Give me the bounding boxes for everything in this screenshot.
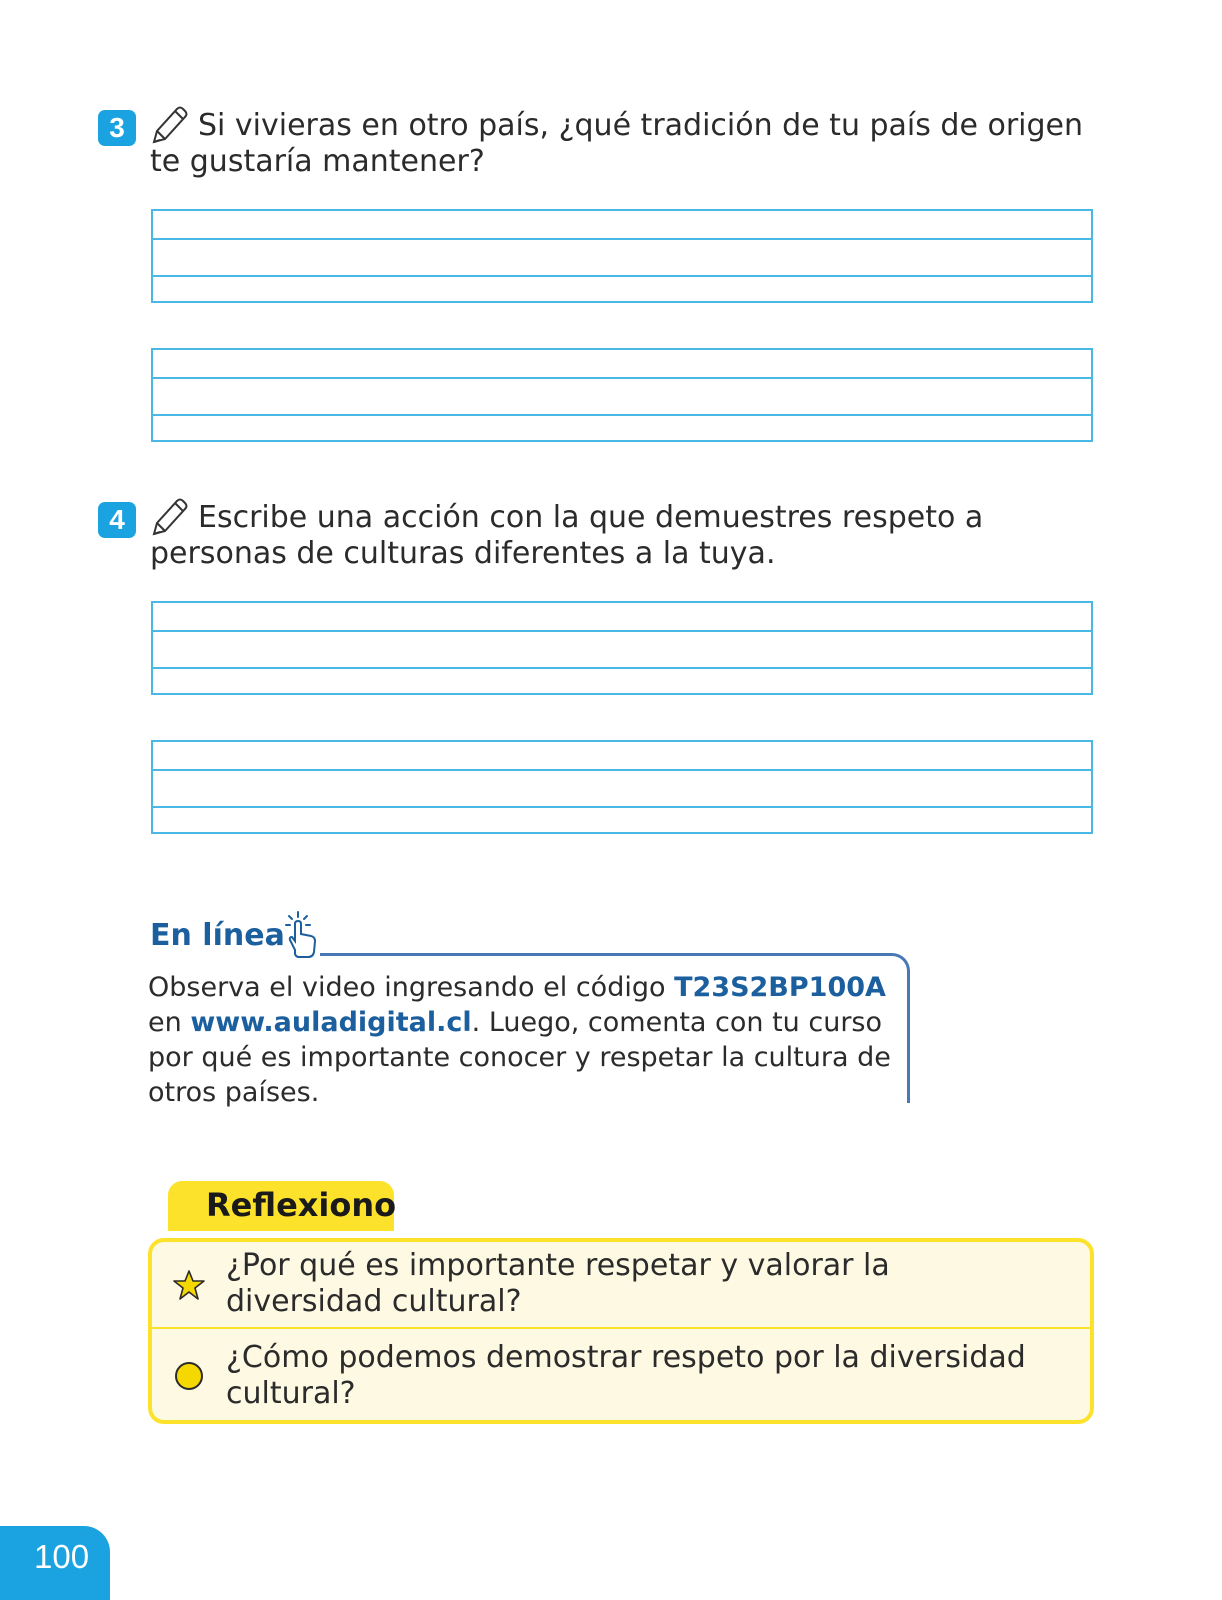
answer-lines[interactable]: [151, 740, 1093, 834]
answer-lines[interactable]: [151, 209, 1093, 303]
answer-lines[interactable]: [151, 348, 1093, 442]
question-number-badge: 4: [98, 502, 136, 538]
question-text: Si vivieras en otro país, ¿qué tradición de tu país de origen te gustaría mantener?: [150, 108, 1083, 179]
question-number-badge: 3: [98, 110, 136, 146]
reflexiono-title: Reflexiono: [206, 1186, 397, 1224]
circle-icon: [175, 1362, 203, 1390]
reflexiono-question-1: ¿Por qué es importante respetar y valorar la diversidad cultural?: [226, 1248, 890, 1319]
website-link[interactable]: www.auladigital.cl: [190, 1007, 472, 1038]
touch-hand-icon: [284, 910, 324, 960]
question-text: Escribe una acción con la que demuestres respeto a personas de culturas diferentes a la tuya.: [150, 500, 984, 571]
divider: [152, 1327, 1090, 1329]
answer-lines[interactable]: [151, 601, 1093, 695]
online-title: En línea: [150, 918, 285, 953]
reflexiono-question-2: ¿Cómo podemos demostrar respeto por la diversidad cultural?: [226, 1340, 1026, 1411]
access-code: T23S2BP100A: [674, 972, 886, 1003]
star-icon: [172, 1268, 206, 1302]
page-number: 100: [34, 1538, 90, 1575]
online-instructions: Observa el video ingresando el código T23S2BP100A en www.auladigital.cl. Luego, comenta con tu curso por qué es importante conocer y respetar la cultura de otros países.: [148, 972, 891, 1108]
